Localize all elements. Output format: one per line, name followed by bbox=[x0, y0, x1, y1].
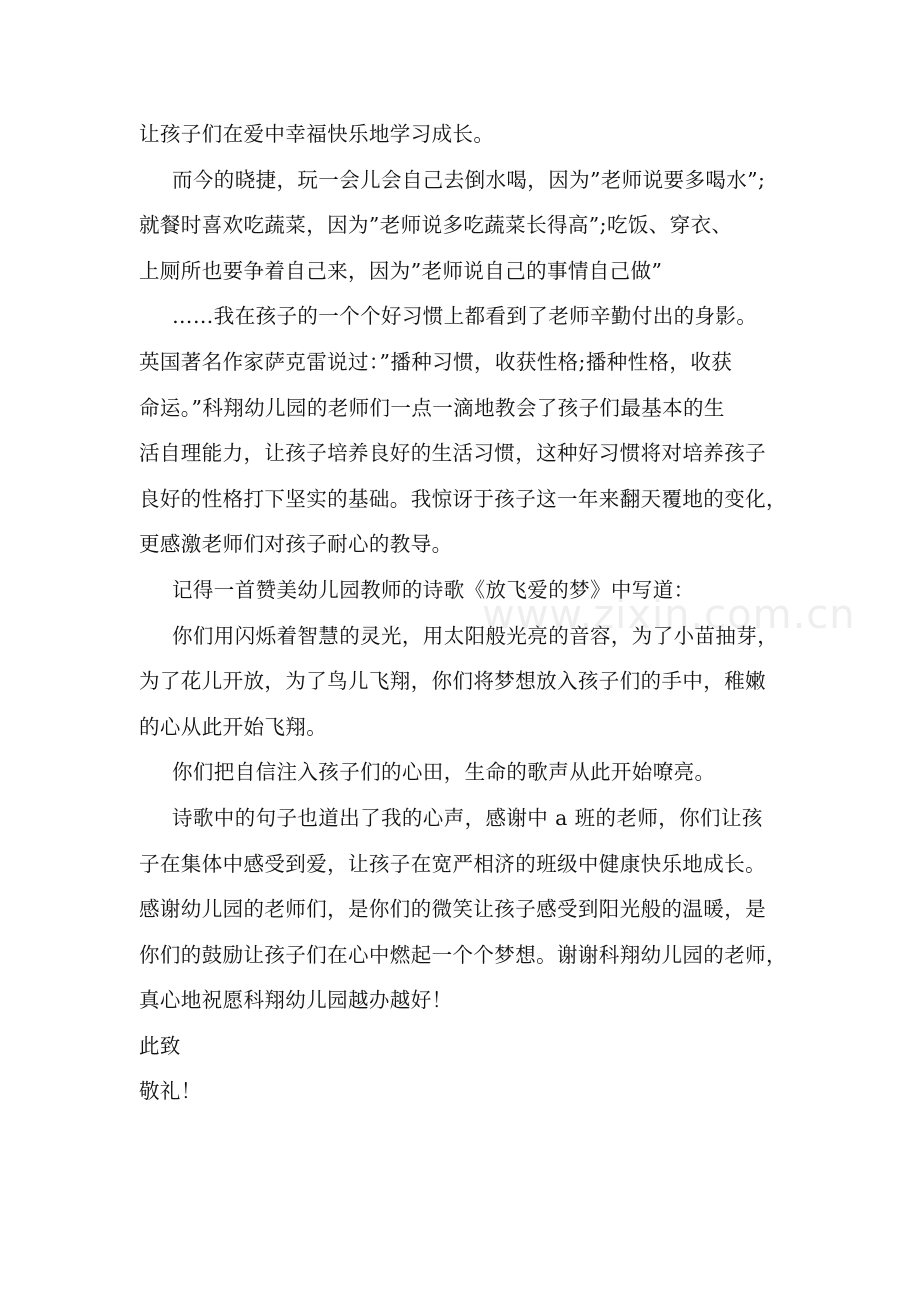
text-line: 诗歌中的句子也道出了我的心声，感谢中 a 班的老师，你们让孩 bbox=[172, 805, 763, 830]
text-line: 的心从此开始飞翔。 bbox=[139, 714, 328, 739]
text-line: 感谢幼儿园的老师们，是你们的微笑让孩子感受到阳光般的温暖，是 bbox=[139, 897, 766, 922]
text-line: 你们把自信注入孩子们的心田，生命的歌声从此开始嘹亮。 bbox=[172, 760, 716, 785]
text-line: 上厕所也要争着自己来，因为”老师说自己的事情自己做” bbox=[139, 258, 663, 283]
text-line: 为了花儿开放，为了鸟儿飞翔，你们将梦想放入孩子们的手中，稚嫩 bbox=[139, 669, 766, 694]
watermark: www.zixin.com.cn bbox=[482, 592, 856, 638]
text-line: 更感激老师们对孩子耐心的教导。 bbox=[139, 532, 453, 557]
text-line: 就餐时喜欢吃蔬菜，因为”老师说多吃蔬菜长得高”;吃饭、穿衣、 bbox=[139, 213, 733, 238]
text-line: 你们用闪烁着智慧的灵光，用太阳般光亮的音容，为了小苗抽芽， bbox=[172, 623, 779, 648]
text-line: 让孩子们在爱中幸福快乐地学习成长。 bbox=[139, 122, 495, 146]
text-line: 你们的鼓励让孩子们在心中燃起一个个梦想。谢谢科翔幼儿园的老师， bbox=[139, 942, 787, 967]
closing-line: 敬礼！ bbox=[139, 1079, 202, 1104]
text-line: 真心地祝愿科翔幼儿园越办越好！ bbox=[139, 988, 453, 1013]
text-line: 子在集体中感受到爱，让孩子在宽严相济的班级中健康快乐地成长。 bbox=[139, 851, 766, 876]
text-line: 记得一首赞美幼儿园教师的诗歌《放飞爱的梦》中写道： bbox=[172, 577, 695, 602]
text-line: 活自理能力，让孩子培养良好的生活习惯，这种好习惯将对培养孩子 bbox=[139, 441, 766, 466]
text-line: 英国著名作家萨克雷说过：”播种习惯，收获性格;播种性格，收获 bbox=[139, 349, 733, 374]
text-line: 命运。”科翔幼儿园的老师们一点一滴地教会了孩子们最基本的生 bbox=[139, 395, 725, 420]
text-line: ……我在孩子的一个个好习惯上都看到了老师辛勤付出的身影。 bbox=[172, 304, 758, 329]
closing-line: 此致 bbox=[139, 1033, 181, 1058]
text-line: 而今的晓捷，玩一会儿会自己去倒水喝，因为”老师说要多喝水”; bbox=[172, 167, 766, 192]
letter-body bbox=[139, 112, 799, 1115]
text-line: 良好的性格打下坚实的基础。我惊讶于孩子这一年来翻天覆地的变化， bbox=[139, 486, 787, 511]
